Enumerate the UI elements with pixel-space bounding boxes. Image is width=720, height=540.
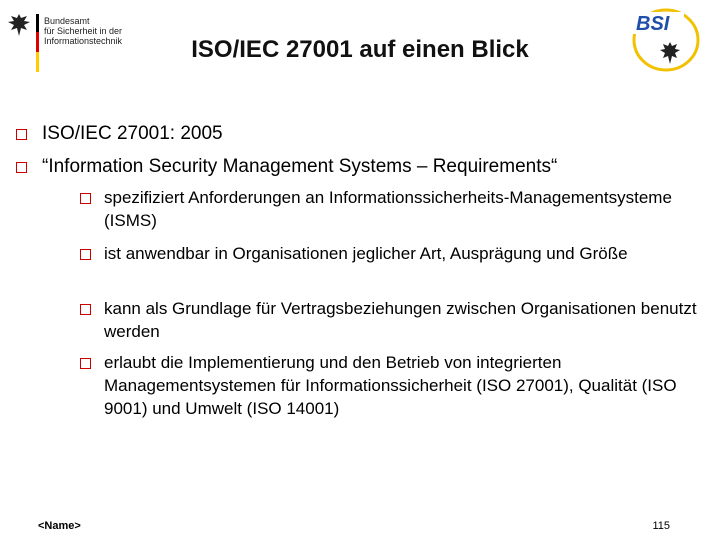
agency-line-2: für Sicherheit in der [44,26,123,36]
footer-author: <Name> [38,520,81,532]
bullet-marker [80,249,91,260]
bullet-marker [16,129,27,140]
bullet-marker [80,193,91,204]
agency-line-3: Informationstechnik [44,36,123,46]
page-title: ISO/IEC 27001 auf einen Blick [191,36,529,63]
bullet-marker [80,304,91,315]
bullet-level2-item: erlaubt die Implementierung und den Betrieb von integrierten Managementsystemen für Informationssicherheit (ISO 27001), Qualität (ISO 9001) und Umwelt (ISO 14001) [104,353,677,418]
page-number: 115 [652,520,670,532]
bullet-level2-item: kann als Grundlage für Vertragsbeziehungen zwischen Organisationen benutzt werden [104,299,697,341]
agency-line-1: Bundesamt [44,16,90,26]
bullet-level1-item: ISO/IEC 27001: 2005 [42,123,223,144]
bsi-logo-icon [624,6,702,74]
bsi-logo-text: BSI [636,13,670,35]
bullet-marker [16,162,27,173]
federal-eagle-icon [6,12,32,38]
bullet-level2-item: ist anwendbar in Organisationen jeglicher Art, Ausprägung und Größe [104,244,628,263]
bullet-marker [80,358,91,369]
bullet-level2-item: spezifiziert Anforderungen an Informationssicherheits-Managementsysteme (ISMS) [104,188,672,230]
bullet-level1-item: “Information Security Management Systems – Requirements“ [42,156,558,177]
